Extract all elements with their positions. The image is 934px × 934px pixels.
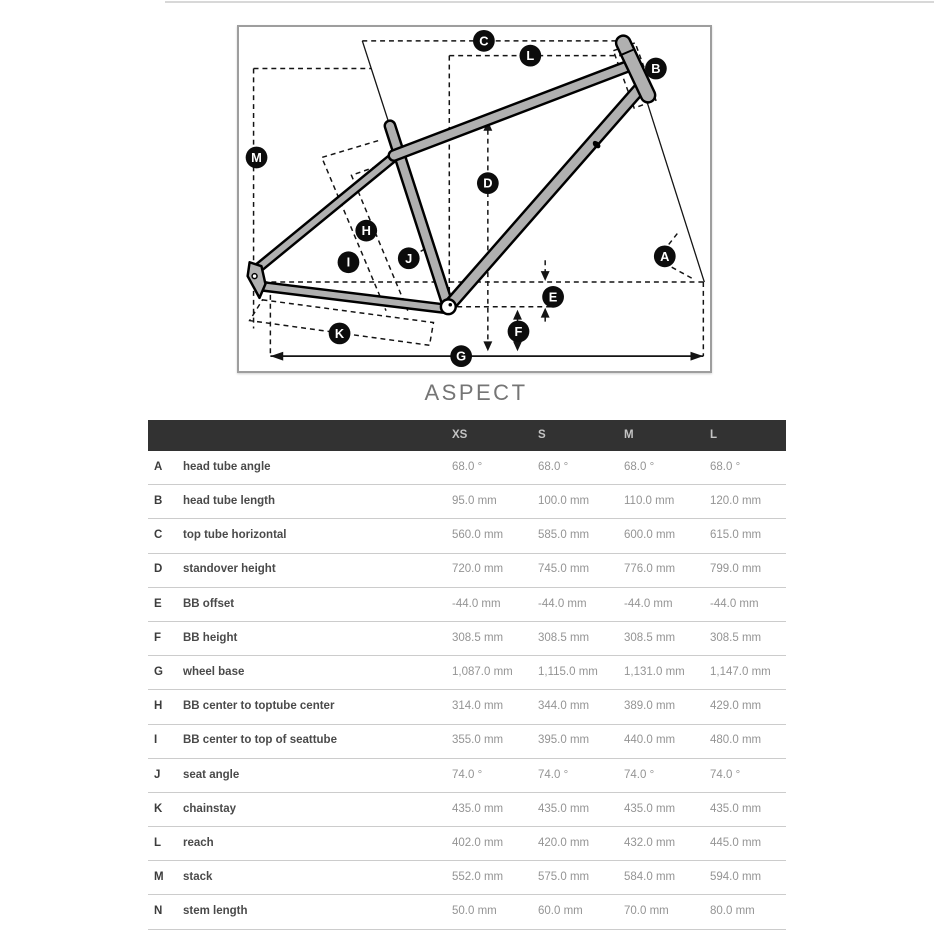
marker-F <box>508 321 530 343</box>
table-header <box>148 420 786 451</box>
row-label: stack <box>183 871 213 884</box>
row-value: 74.0 ° <box>710 768 741 781</box>
marker-J <box>398 247 420 269</box>
row-value: 314.0 mm <box>452 700 504 713</box>
row-label: BB height <box>183 631 238 644</box>
row-label: reach <box>183 836 214 849</box>
row-value: 110.0 mm <box>624 495 675 508</box>
row-key: C <box>154 529 163 542</box>
row-value: -44.0 mm <box>710 597 759 610</box>
diagram-markers <box>246 30 676 367</box>
row-value: 435.0 mm <box>452 802 504 815</box>
table-row <box>148 725 786 759</box>
svg-text:L: L <box>526 48 535 64</box>
row-value: 776.0 mm <box>624 563 676 576</box>
size-column-header: XS <box>452 428 468 441</box>
bottom-bracket <box>441 299 456 314</box>
row-value: 584.0 mm <box>624 871 676 884</box>
row-value: 308.5 mm <box>624 631 676 644</box>
row-value: 552.0 mm <box>452 871 504 884</box>
row-value: 594.0 mm <box>710 871 762 884</box>
svg-text:M: M <box>251 149 262 165</box>
table-row <box>148 519 786 553</box>
svg-text:D: D <box>483 175 493 191</box>
row-value: 445.0 mm <box>710 836 762 849</box>
row-label: head tube length <box>183 495 275 508</box>
row-key: B <box>154 495 163 508</box>
row-value: 120.0 mm <box>710 495 762 508</box>
row-key: G <box>154 665 163 678</box>
row-label: chainstay <box>183 802 237 815</box>
row-value: 68.0 ° <box>710 460 741 473</box>
marker-L <box>519 45 541 67</box>
table-row <box>148 588 786 622</box>
table-row <box>148 793 786 827</box>
row-value: 308.5 mm <box>710 631 762 644</box>
row-value: 480.0 mm <box>710 734 762 747</box>
row-value: 80.0 mm <box>710 905 755 918</box>
geometry-table <box>148 420 786 930</box>
table-row <box>148 861 786 895</box>
marker-D <box>477 172 499 194</box>
svg-text:J: J <box>405 250 413 266</box>
table-body <box>148 451 786 930</box>
row-value: 435.0 mm <box>710 802 762 815</box>
svg-text:A: A <box>660 248 670 264</box>
svg-text:G: G <box>456 348 467 364</box>
row-key: L <box>154 836 162 849</box>
row-value: 389.0 mm <box>624 700 676 713</box>
svg-text:I: I <box>346 254 351 270</box>
row-key: F <box>154 631 162 644</box>
row-label: head tube angle <box>183 460 271 473</box>
row-label: standover height <box>183 563 276 576</box>
row-value: 1,087.0 mm <box>452 665 513 678</box>
row-value: 745.0 mm <box>538 563 590 576</box>
row-value: -44.0 mm <box>538 597 587 610</box>
bike-geometry-diagram <box>237 25 712 373</box>
page-title: ASPECT <box>424 380 528 405</box>
row-value: 429.0 mm <box>710 700 762 713</box>
row-value: 1,131.0 mm <box>624 665 685 678</box>
marker-B <box>645 58 667 80</box>
row-value: 74.0 ° <box>452 768 483 781</box>
row-label: stem length <box>183 905 248 918</box>
row-value: 68.0 ° <box>538 460 569 473</box>
row-key: H <box>154 700 163 713</box>
marker-C <box>473 30 495 52</box>
row-value: 615.0 mm <box>710 529 762 542</box>
marker-M <box>246 147 268 169</box>
row-label: top tube horizontal <box>183 529 287 542</box>
row-value: 575.0 mm <box>538 871 590 884</box>
size-column-header: M <box>624 428 634 441</box>
row-key: A <box>154 460 163 473</box>
marker-G <box>450 345 472 367</box>
row-key: N <box>154 905 163 918</box>
table-row <box>148 656 786 690</box>
row-value: -44.0 mm <box>452 597 501 610</box>
row-label: BB center to top of seattube <box>183 734 337 747</box>
size-column-header: S <box>538 428 546 441</box>
row-label: BB offset <box>183 597 235 610</box>
table-row <box>148 690 786 724</box>
svg-text:C: C <box>479 33 489 49</box>
row-key: E <box>154 597 162 610</box>
row-value: 344.0 mm <box>538 700 590 713</box>
row-value: 68.0 ° <box>452 460 483 473</box>
row-value: 68.0 ° <box>624 460 655 473</box>
bike-frame <box>248 43 648 314</box>
row-value: 308.5 mm <box>452 631 504 644</box>
frame-diagram-svg <box>239 27 710 371</box>
row-value: 60.0 mm <box>538 905 583 918</box>
table-row <box>148 622 786 656</box>
row-key: I <box>154 734 158 747</box>
row-value: 420.0 mm <box>538 836 590 849</box>
top-divider <box>165 1 934 3</box>
row-value: 435.0 mm <box>538 802 590 815</box>
rear-dropout <box>248 262 266 298</box>
row-value: 440.0 mm <box>624 734 676 747</box>
row-value: 600.0 mm <box>624 529 676 542</box>
row-key: K <box>154 802 163 815</box>
row-value: 100.0 mm <box>538 495 590 508</box>
table-row <box>148 827 786 861</box>
row-value: 432.0 mm <box>624 836 676 849</box>
marker-I <box>338 251 360 273</box>
marker-A <box>654 245 676 267</box>
row-label: BB center to toptube center <box>183 700 335 713</box>
row-value: -44.0 mm <box>624 597 673 610</box>
row-value: 395.0 mm <box>538 734 590 747</box>
row-value: 74.0 ° <box>538 768 569 781</box>
table-row <box>148 554 786 588</box>
row-value: 95.0 mm <box>452 495 497 508</box>
row-value: 74.0 ° <box>624 768 655 781</box>
row-key: J <box>154 768 161 781</box>
wheelbase-line <box>270 352 703 361</box>
row-value: 50.0 mm <box>452 905 497 918</box>
row-value: 1,115.0 mm <box>538 665 598 678</box>
svg-text:H: H <box>361 223 371 239</box>
svg-text:F: F <box>514 323 523 339</box>
row-value: 70.0 mm <box>624 905 669 918</box>
row-value: 435.0 mm <box>624 802 676 815</box>
marker-K <box>329 323 351 345</box>
row-label: wheel base <box>183 665 245 678</box>
table-row <box>148 895 786 929</box>
marker-E <box>542 286 564 308</box>
marker-H <box>355 220 377 242</box>
size-column-header: L <box>710 428 718 441</box>
svg-text:E: E <box>548 289 558 305</box>
table-row <box>148 485 786 519</box>
row-value: 355.0 mm <box>452 734 504 747</box>
svg-text:K: K <box>334 325 345 341</box>
row-value: 799.0 mm <box>710 563 762 576</box>
row-value: 1,147.0 mm <box>710 665 771 678</box>
row-key: D <box>154 563 163 576</box>
row-value: 402.0 mm <box>452 836 504 849</box>
svg-text:B: B <box>651 60 661 76</box>
table-row <box>148 759 786 793</box>
row-value: 560.0 mm <box>452 529 504 542</box>
row-value: 308.5 mm <box>538 631 590 644</box>
table-row <box>148 451 786 485</box>
row-label: seat angle <box>183 768 240 781</box>
row-value: 585.0 mm <box>538 529 590 542</box>
row-value: 720.0 mm <box>452 563 504 576</box>
row-key: M <box>154 871 164 884</box>
